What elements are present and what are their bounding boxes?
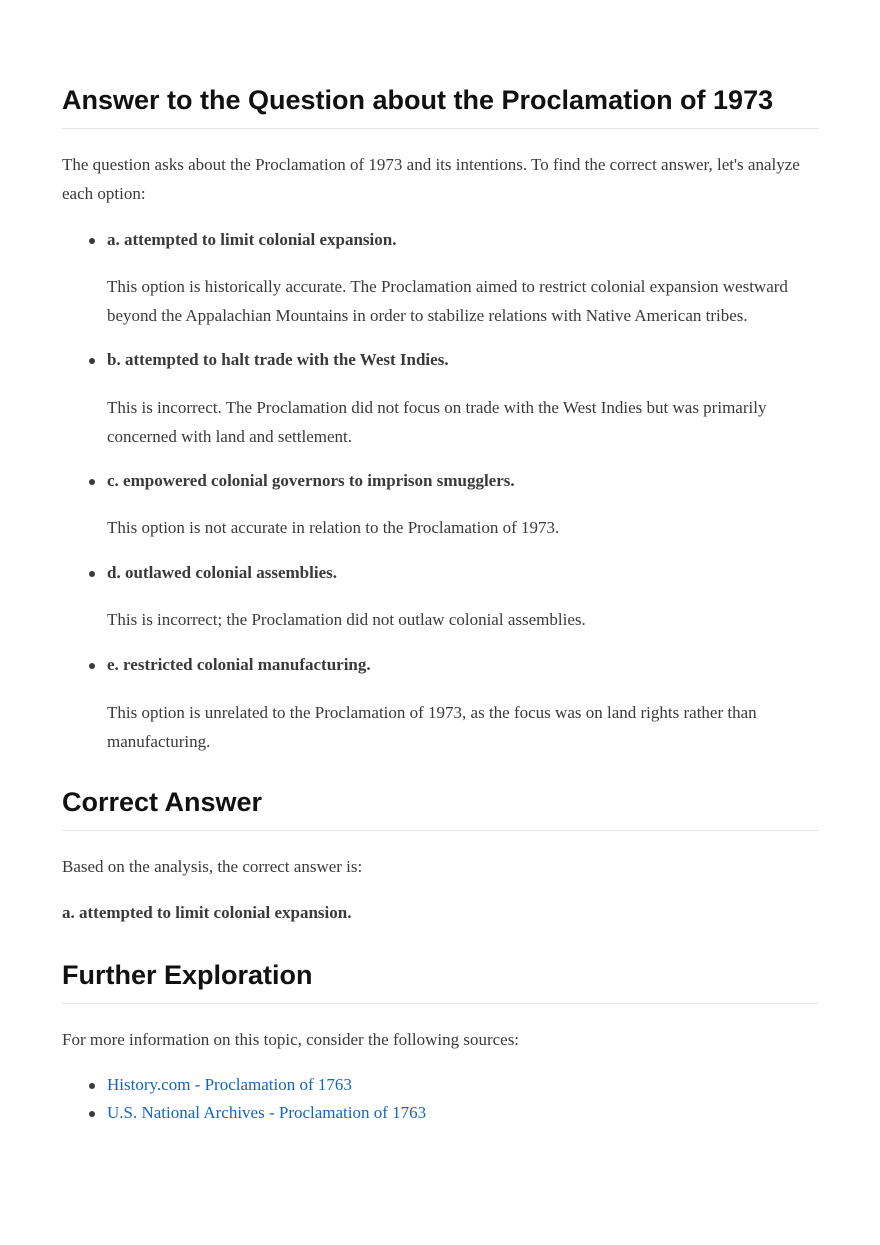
intro-paragraph: The question asks about the Proclamation of 1973 and its intentions. To find the correct answer, let's analyze each option: xyxy=(62,155,800,203)
source-list-item xyxy=(107,1101,819,1125)
source-link-history[interactable]: History.com - Proclamation of 1763 xyxy=(107,1075,352,1094)
option-b-label: b. attempted to halt trade with the West Indies. xyxy=(107,348,819,372)
option-e-explanation: This option is unrelated to the Proclamation of 1973, as the focus was on land rights rather than manufacturing. xyxy=(107,703,757,751)
option-a-explanation: This option is historically accurate. The Proclamation aimed to restrict colonial expansion westward beyond the Appalachian Mountains in order to stabilize relations with Native American tribes. xyxy=(107,277,788,325)
option-c-label: c. empowered colonial governors to imprison smugglers. xyxy=(107,469,819,493)
option-c-explanation: This option is not accurate in relation to the Proclamation of 1973. xyxy=(107,518,560,537)
further-exploration-heading: Further Exploration xyxy=(62,957,819,1004)
correct-answer-heading: Correct Answer xyxy=(62,784,819,831)
option-d-label: d. outlawed colonial assemblies. xyxy=(107,561,819,585)
source-link-national-archives[interactable]: U.S. National Archives - Proclamation of 1763 xyxy=(107,1103,427,1122)
option-d-explanation: This is incorrect; the Proclamation did not outlaw colonial assemblies. xyxy=(107,610,586,629)
page-title: Answer to the Question about the Proclamation of 1973 xyxy=(62,82,819,129)
option-e-label: e. restricted colonial manufacturing. xyxy=(107,653,819,677)
further-exploration-lead: For more information on this topic, consider the following sources: xyxy=(62,1030,520,1049)
source-list-item xyxy=(107,1073,819,1097)
option-a-label: a. attempted to limit colonial expansion. xyxy=(107,228,819,252)
option-b-explanation: This is incorrect. The Proclamation did not focus on trade with the West Indies but was primarily concerned with land and settlement. xyxy=(107,398,767,446)
correct-answer-lead: Based on the analysis, the correct answer is: xyxy=(62,857,363,876)
correct-answer-value: a. attempted to limit colonial expansion. xyxy=(62,903,352,922)
